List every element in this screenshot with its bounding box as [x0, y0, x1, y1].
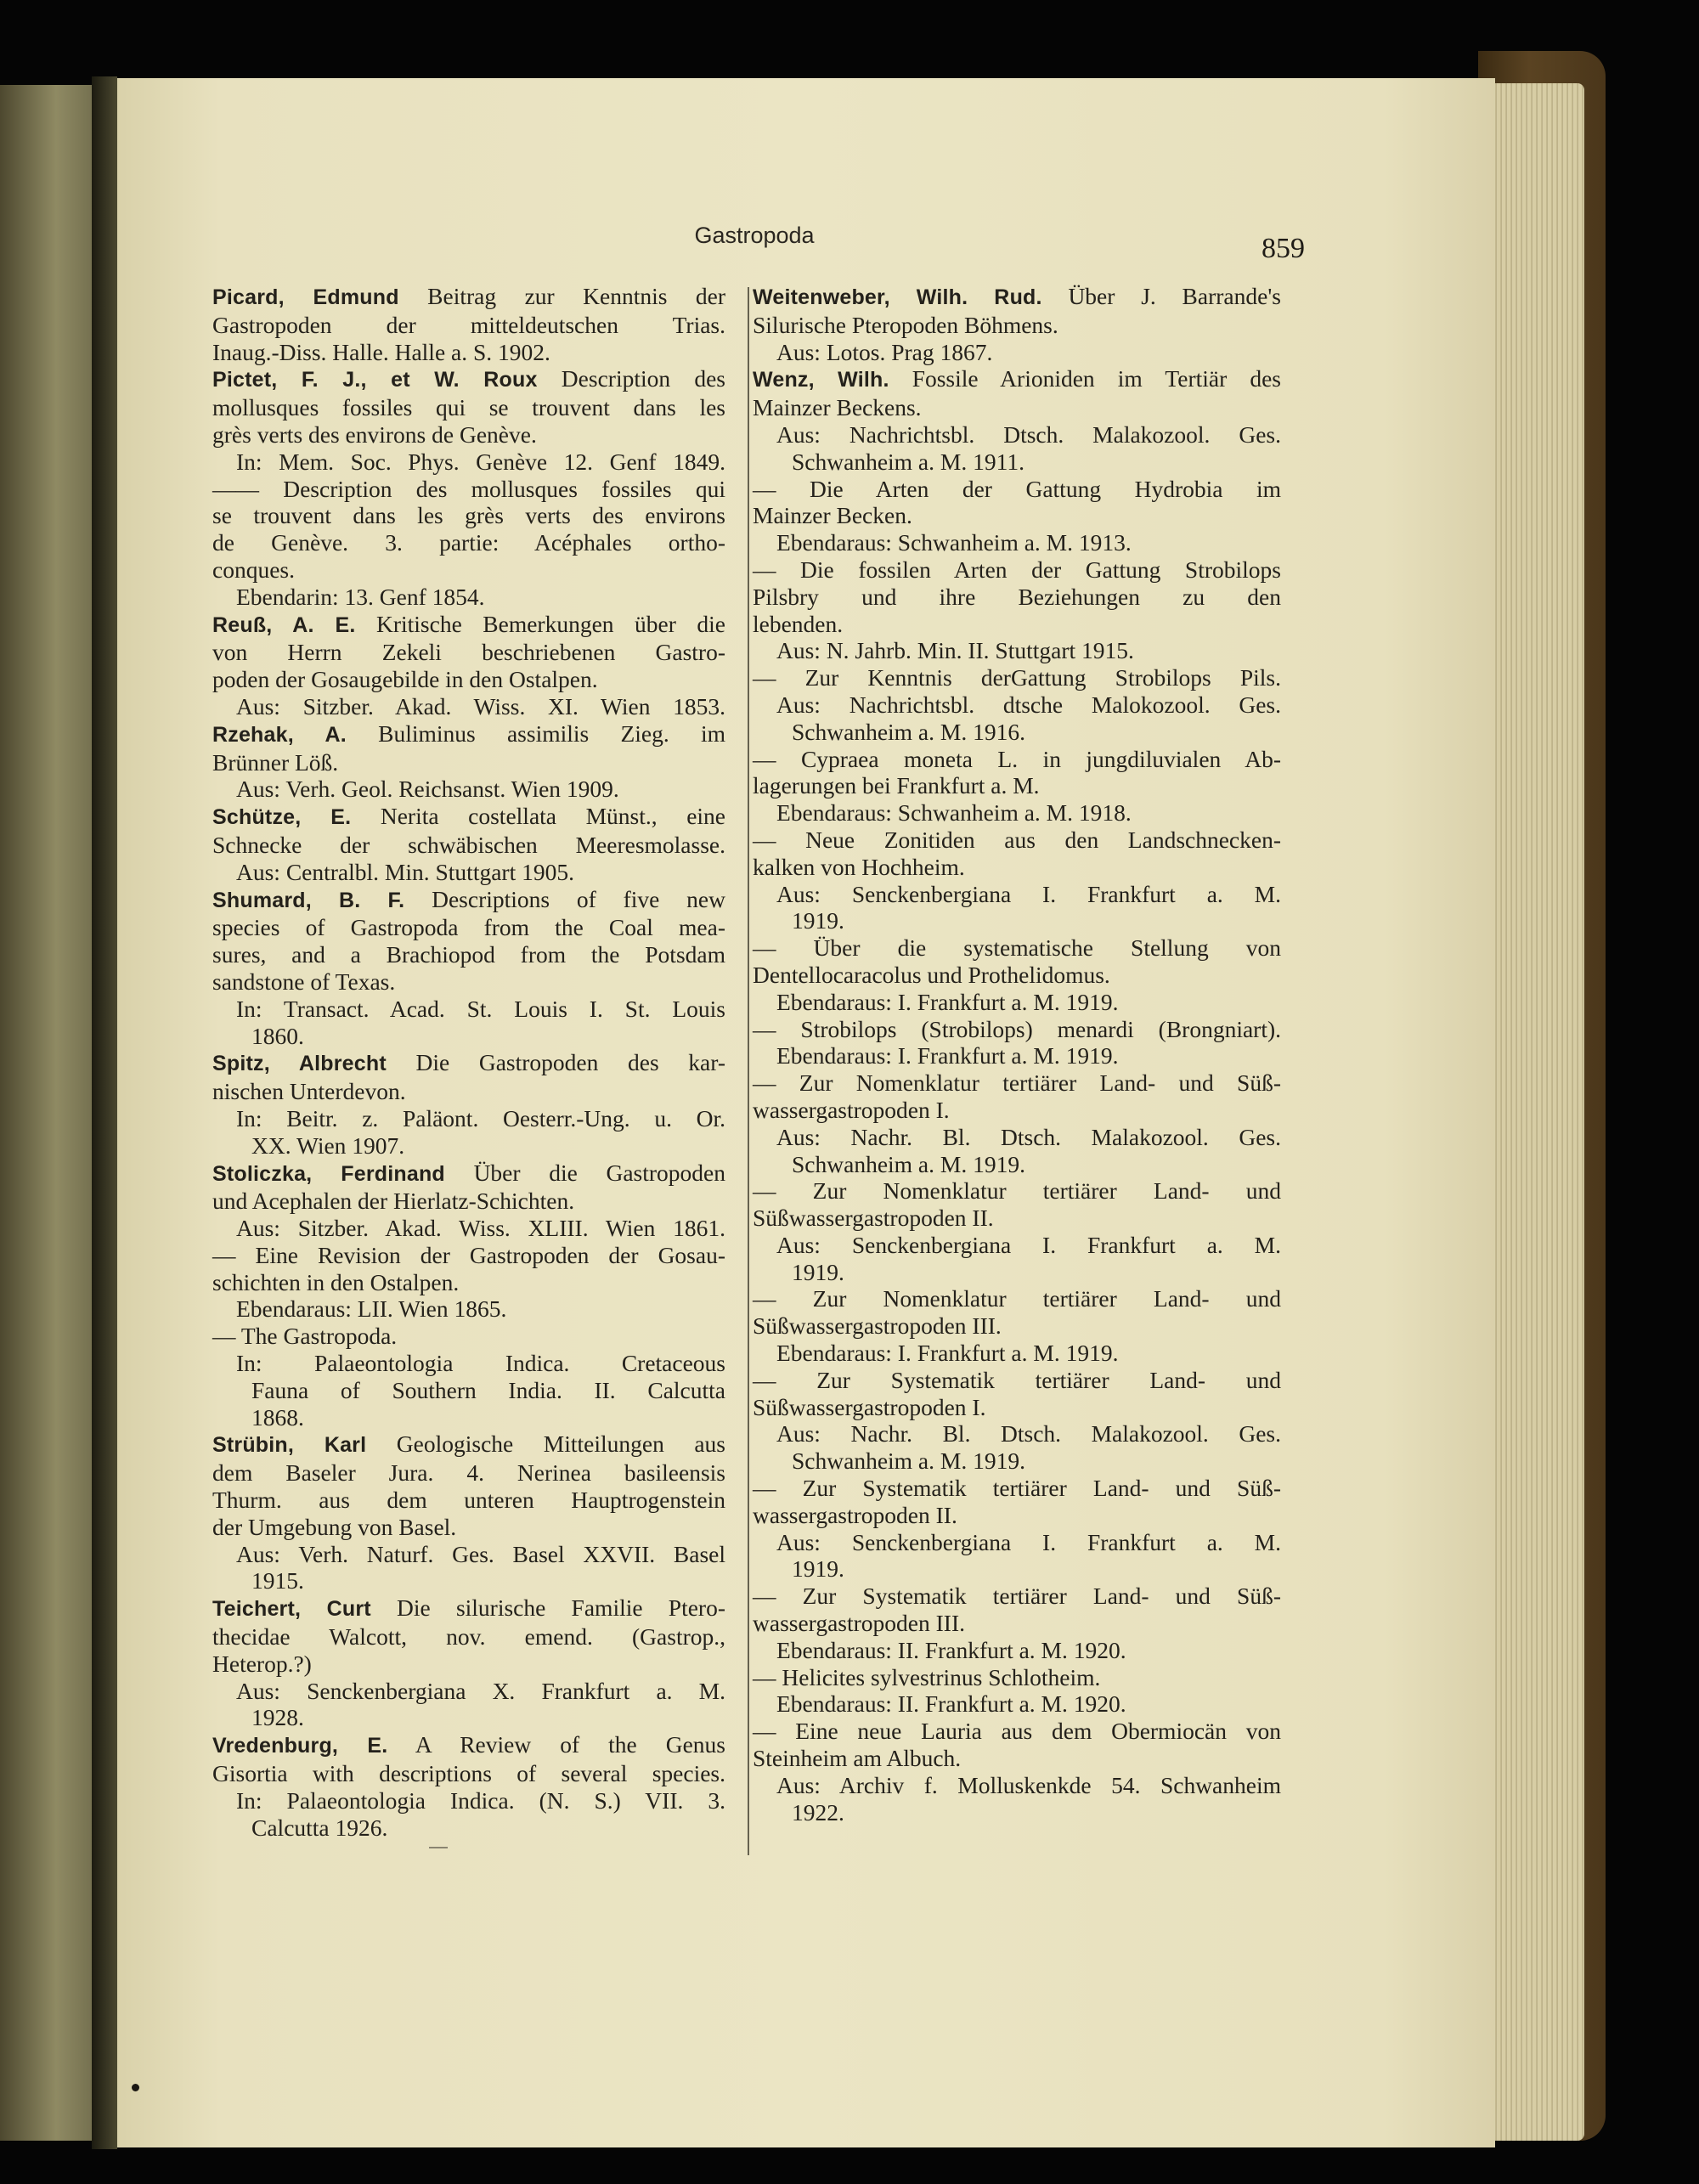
entry-line [753, 907, 1281, 934]
entry-line [212, 449, 725, 476]
entry-line [212, 1541, 725, 1568]
entry-line [753, 746, 1281, 773]
entry-text: sandstone of Texas. [212, 968, 396, 995]
entry-text: Kritische Bemerkungen über die [355, 610, 725, 637]
entry-text: 1919. [792, 1555, 844, 1583]
entry-text: Aus: Archiv f. Molluskenkde 54. Schwanheim [776, 1771, 1281, 1798]
gutter-shadow [92, 76, 117, 2149]
entry-text: — Über die systematische Stellung von [753, 934, 1281, 962]
entry-line [212, 421, 725, 449]
entry-text: wassergastropoden II. [753, 1501, 957, 1528]
entry-text: nischen Unterdevon. [212, 1078, 406, 1105]
author-name: Stoliczka, Ferdinand [212, 1161, 445, 1186]
entry-line [212, 1760, 725, 1787]
entry-line [753, 1610, 1281, 1637]
entry-text: conques. [212, 556, 295, 583]
entry-text: Süßwassergastropoden I. [753, 1393, 986, 1420]
entry-line [753, 1151, 1281, 1178]
entry-text: Descriptions of five new [404, 885, 725, 912]
entry-line [753, 1448, 1281, 1475]
entry-line [753, 1367, 1281, 1394]
bibliography-entry [212, 611, 725, 720]
entry-line [753, 1502, 1281, 1529]
entry-text: lebenden. [753, 610, 844, 637]
entry-line [753, 1555, 1281, 1583]
entry-text: Aus: Lotos. Prag 1867. [776, 338, 993, 365]
entry-line [212, 339, 725, 366]
bibliography-entry [212, 1731, 725, 1841]
entry-text: — Zur Nomenklatur tertiärer Land- und [753, 1285, 1281, 1312]
entry-line [212, 1350, 725, 1377]
entry-text: Schwanheim a. M. 1911. [792, 448, 1024, 475]
bibliography-entry [212, 283, 725, 365]
entry-text: Ebendaraus: II. Frankfurt a. M. 1920. [776, 1636, 1126, 1663]
bibliography-entry [212, 886, 725, 1050]
entry-text: wassergastropoden I. [753, 1096, 950, 1123]
running-head: Gastropoda [694, 223, 815, 248]
entry-text: Mainzer Becken. [753, 502, 912, 529]
entry-line [753, 934, 1281, 962]
entry-line [212, 1487, 725, 1514]
entry-text: Beitrag zur Kenntnis der [398, 283, 726, 309]
entry-line [753, 1312, 1281, 1340]
entry-text: — The Gastropoda. [212, 1323, 398, 1350]
entry-line [212, 996, 725, 1023]
entry-line [212, 1049, 725, 1078]
entry-line [753, 827, 1281, 854]
entry-text: Dentellocaracolus und Prothelidomus. [753, 961, 1110, 988]
bibliography-entry [212, 365, 725, 610]
entry-text: Schwanheim a. M. 1919. [792, 1448, 1025, 1475]
entry-line [212, 1269, 725, 1296]
entry-text: Aus: Nachrichtsbl. dtsche Malokozool. Ges. [776, 691, 1281, 718]
entry-line [753, 1177, 1281, 1205]
entry-line [212, 1594, 725, 1623]
bibliography-entry [212, 720, 725, 803]
entry-line [212, 365, 725, 394]
left-column [212, 283, 725, 1841]
entry-line [212, 1787, 725, 1814]
entry-line [212, 1105, 725, 1132]
entry-text: Aus: Centralbl. Min. Stuttgart 1905. [236, 858, 574, 885]
entry-line [753, 584, 1281, 611]
entry-text: Ebendaraus: Schwanheim a. M. 1913. [776, 529, 1132, 556]
entry-text: der Umgebung von Basel. [212, 1513, 457, 1540]
bibliography-entry [212, 803, 725, 885]
entry-line [212, 1295, 725, 1323]
entry-text: Aus: Sitzber. Akad. Wiss. XI. Wien 1853. [236, 692, 725, 720]
entry-text: In: Palaeontologia Indica. Cretaceous [236, 1350, 725, 1377]
entry-line [753, 1097, 1281, 1124]
entry-text: In: Mem. Soc. Phys. Genève 12. Genf 1849. [236, 448, 725, 475]
entry-text: — Zur Systematik tertiärer Land- und Süß- [753, 1475, 1281, 1502]
entry-text: thecidae Walcott, nov. emend. (Gastrop., [212, 1623, 725, 1651]
entry-line [212, 1651, 725, 1678]
entry-text: — Neue Zonitiden aus den Landschnecken- [753, 826, 1281, 853]
author-name: Spitz, Albrecht [212, 1052, 387, 1076]
entry-text: — Eine neue Lauria aus dem Obermiocän von [753, 1718, 1281, 1745]
entry-line [753, 1285, 1281, 1312]
entry-text: Über J. Barrande's [1041, 283, 1281, 309]
entry-line [753, 283, 1281, 312]
entry-text: Ebendaraus: Schwanheim a. M. 1918. [776, 799, 1132, 827]
entry-text: mollusques fossiles qui se trouvent dans les [212, 394, 725, 421]
entry-line [753, 1799, 1281, 1826]
entry-line [753, 1232, 1281, 1259]
entry-text: In: Palaeontologia Indica. (N. S.) VII. 3. [236, 1786, 725, 1814]
entry-text: — Helicites sylvestrinus Schlotheim. [753, 1663, 1101, 1690]
entry-text: Aus: Verh. Naturf. Ges. Basel XXVII. Basel [236, 1540, 725, 1567]
entry-line [753, 1583, 1281, 1610]
entry-text: 1922. [792, 1798, 844, 1826]
entry-text: grès verts des environs de Genève. [212, 420, 537, 448]
entry-line [753, 529, 1281, 556]
entry-text: Heterop.?) [212, 1650, 312, 1677]
author-name: Wenz, Wilh. [753, 368, 889, 392]
entry-text: Pilsbry und ihre Beziehungen zu den [753, 583, 1281, 610]
entry-line [753, 799, 1281, 827]
entry-text: species of Gastropoda from the Coal mea- [212, 914, 725, 941]
entry-text: 1860. [251, 1022, 304, 1049]
entry-text: In: Beitr. z. Paläont. Oesterr.-Ung. u. Or. [236, 1104, 725, 1132]
entry-text: 1868. [251, 1403, 304, 1431]
entry-line [753, 962, 1281, 989]
entry-line [753, 339, 1281, 366]
entry-text: Inaug.-Diss. Halle. Halle a. S. 1902. [212, 338, 550, 365]
entry-line [212, 1704, 725, 1731]
entry-line [212, 1132, 725, 1160]
entry-text: Calcutta 1926. [251, 1814, 388, 1841]
entry-text: Brünner Löß. [212, 748, 339, 776]
entry-text: Aus: N. Jahrb. Min. II. Stuttgart 1915. [776, 637, 1134, 664]
entry-line [212, 666, 725, 693]
entry-text: 1919. [792, 907, 844, 934]
entry-line [753, 637, 1281, 664]
entry-line [212, 639, 725, 666]
entry-text: Die Gastropoden des kar- [386, 1049, 726, 1076]
entry-text: Description des [537, 365, 725, 392]
entry-text: XX. Wien 1907. [251, 1132, 405, 1159]
author-name: Reuß, A. E. [212, 612, 356, 637]
entry-text: Die silurische Familie Ptero- [370, 1594, 725, 1622]
entry-line [753, 989, 1281, 1016]
entry-line [753, 854, 1281, 881]
entry-text: — Die fossilen Arten der Gattung Strobilops [753, 556, 1281, 583]
entry-text: Mainzer Beckens. [753, 394, 922, 421]
author-name: Picard, Edmund [212, 285, 399, 309]
entry-text: Aus: Senckenbergiana I. Frankfurt a. M. [776, 1528, 1281, 1555]
entry-text: Thurm. aus dem unteren Hauptrogenstein [212, 1487, 725, 1514]
entry-line [212, 1623, 725, 1651]
entry-text: Ebendaraus: I. Frankfurt a. M. 1919. [776, 1340, 1119, 1367]
entry-line [753, 1772, 1281, 1799]
author-name: Shumard, B. F. [212, 888, 405, 912]
entry-line [753, 719, 1281, 746]
entry-text: —— Description des mollusques fossiles qui [212, 475, 725, 502]
entry-line [753, 881, 1281, 908]
entry-text: und Acephalen der Hierlatz-Schichten. [212, 1188, 575, 1215]
entry-line [753, 611, 1281, 638]
entry-text: — Strobilops (Strobilops) menardi (Brongniart). [753, 1015, 1281, 1042]
bibliography-entry [212, 1160, 725, 1431]
entry-line [753, 1394, 1281, 1421]
bibliography-entry [753, 365, 1281, 1826]
entry-line [753, 1205, 1281, 1232]
entry-line [753, 365, 1281, 394]
entry-text: wassergastropoden III. [753, 1610, 965, 1637]
entry-line [753, 502, 1281, 529]
entry-line [753, 1718, 1281, 1745]
entry-line [212, 1323, 725, 1350]
entry-text: Schnecke der schwäbischen Meeresmolasse. [212, 831, 725, 858]
entry-line [212, 1404, 725, 1431]
entry-text: — Zur Systematik tertiärer Land- und [753, 1366, 1281, 1393]
author-name: Rzehak, A. [212, 722, 347, 747]
entry-line [753, 1340, 1281, 1367]
column-divider [748, 287, 749, 1855]
entry-text: Über die Gastropoden [444, 1159, 726, 1186]
entry-line [212, 1514, 725, 1541]
entry-line [212, 1023, 725, 1050]
entry-text: Silurische Pteropoden Böhmens. [753, 311, 1058, 338]
entry-line [212, 859, 725, 886]
entry-line [753, 1529, 1281, 1556]
entry-line [753, 691, 1281, 719]
bibliography-entry [212, 1431, 725, 1594]
entry-text: A Review of the Genus [387, 1731, 725, 1758]
entry-line [212, 1678, 725, 1705]
entry-text: 1928. [251, 1704, 304, 1731]
entry-text: Ebendaraus: I. Frankfurt a. M. 1919. [776, 988, 1119, 1015]
entry-line [753, 1475, 1281, 1502]
entry-line [212, 941, 725, 968]
entry-text: Steinheim am Albuch. [753, 1745, 962, 1772]
entry-line [753, 1124, 1281, 1151]
entry-line [212, 394, 725, 421]
entry-line [753, 556, 1281, 584]
right-column [753, 283, 1281, 1826]
bibliography-entry [212, 1594, 725, 1731]
author-name: Schütze, E. [212, 805, 352, 830]
entry-line [753, 1259, 1281, 1286]
author-name: Teichert, Curt [212, 1597, 371, 1622]
entry-text: Fossile Arioniden im Tertiär des [889, 365, 1281, 392]
entry-text: 1919. [792, 1258, 844, 1285]
entry-line [212, 283, 725, 312]
entry-text: poden der Gosaugebilde in den Ostalpen. [212, 666, 598, 693]
entry-text: — Die Arten der Gattung Hydrobia im [753, 475, 1281, 502]
entry-line [212, 693, 725, 720]
page-edges [1482, 83, 1584, 2141]
entry-text: 1915. [251, 1567, 304, 1594]
entry-text: — Cypraea moneta L. in jungdiluvialen Ab- [753, 745, 1281, 772]
entry-text: Ebendaraus: I. Frankfurt a. M. 1919. [776, 1042, 1119, 1069]
ink-dot [132, 2084, 139, 2091]
entry-line [212, 1377, 725, 1404]
entry-line [212, 1242, 725, 1269]
entry-text: Aus: Senckenbergiana X. Frankfurt a. M. [236, 1677, 725, 1704]
entry-text: se trouvent dans les grès verts des environs [212, 502, 725, 529]
entry-text: sures, and a Brachiopod from the Potsdam [212, 941, 725, 968]
entry-line [753, 1664, 1281, 1691]
entry-line [212, 720, 725, 749]
entry-text: Schwanheim a. M. 1916. [792, 718, 1025, 745]
entry-text: de Genève. 3. partie: Acéphales ortho- [212, 529, 725, 556]
entry-line [753, 664, 1281, 691]
entry-line [212, 1731, 725, 1760]
entry-line [212, 529, 725, 556]
entry-text: Gastropoden der mitteldeutschen Trias. [212, 311, 725, 338]
entry-text: Süßwassergastropoden II. [753, 1205, 994, 1232]
entry-text: schichten in den Ostalpen. [212, 1268, 460, 1295]
entry-line [212, 611, 725, 640]
entry-text: Aus: Nachr. Bl. Dtsch. Malakozool. Ges. [776, 1123, 1281, 1150]
entry-text: Gisortia with descriptions of several species. [212, 1760, 725, 1787]
entry-text: kalken von Hochheim. [753, 853, 965, 880]
entry-line [212, 1814, 725, 1842]
entry-text: Aus: Senckenbergiana I. Frankfurt a. M. [776, 1231, 1281, 1258]
author-name: Weitenweber, Wilh. Rud. [753, 285, 1042, 309]
entry-line [212, 1215, 725, 1242]
bibliography-entry [212, 1049, 725, 1159]
entry-line [212, 1567, 725, 1594]
entry-line [212, 312, 725, 339]
entry-line [753, 1016, 1281, 1043]
entry-line [753, 312, 1281, 339]
entry-line [212, 968, 725, 996]
pencil-mark [429, 1847, 448, 1848]
entry-line [212, 1078, 725, 1105]
entry-line [212, 556, 725, 584]
entry-text: In: Transact. Acad. St. Louis I. St. Louis [236, 995, 725, 1022]
entry-text: — Zur Nomenklatur tertiärer Land- und Süß- [753, 1069, 1281, 1097]
entry-line [753, 1637, 1281, 1664]
entry-line [212, 476, 725, 503]
page-number: 859 [1262, 233, 1305, 264]
entry-text: Buliminus assimilis Zieg. im [346, 720, 725, 747]
entry-line [212, 1431, 725, 1459]
entry-line [212, 502, 725, 529]
entry-line [753, 449, 1281, 476]
entry-text: Fauna of Southern India. II. Calcutta [251, 1376, 725, 1403]
entry-text: Nerita costellata Münst., eine [351, 803, 725, 830]
entry-text: Aus: Sitzber. Akad. Wiss. XLIII. Wien 1861. [236, 1215, 725, 1242]
entry-line [753, 476, 1281, 503]
entry-text: Aus: Senckenbergiana I. Frankfurt a. M. [776, 880, 1281, 907]
entry-line [212, 1459, 725, 1487]
entry-text: — Zur Nomenklatur tertiärer Land- und [753, 1177, 1281, 1205]
entry-line [212, 832, 725, 859]
entry-line [753, 1420, 1281, 1448]
entry-text: — Eine Revision der Gastropoden der Gosau- [212, 1241, 725, 1268]
entry-line [212, 1188, 725, 1215]
entry-text: Ebendarin: 13. Genf 1854. [236, 583, 485, 610]
entry-text: Ebendaraus: LII. Wien 1865. [236, 1295, 507, 1323]
facing-page-edge [0, 85, 102, 2141]
entry-text: lagerungen bei Frankfurt a. M. [753, 772, 1040, 799]
entry-text: — Zur Systematik tertiärer Land- und Süß- [753, 1583, 1281, 1610]
entry-line [212, 776, 725, 803]
entry-line [212, 584, 725, 611]
entry-text: Schwanheim a. M. 1919. [792, 1150, 1025, 1177]
entry-text: Süßwassergastropoden III. [753, 1312, 1002, 1340]
entry-line [212, 749, 725, 776]
entry-line [753, 1069, 1281, 1097]
entry-text: von Herrn Zekeli beschriebenen Gastro- [212, 639, 725, 666]
author-name: Vredenburg, E. [212, 1734, 388, 1758]
entry-text: Aus: Verh. Geol. Reichsanst. Wien 1909. [236, 776, 619, 803]
entry-line [753, 772, 1281, 799]
entry-line [753, 421, 1281, 449]
entry-text: Geologische Mitteilungen aus [366, 1431, 725, 1458]
entry-text: Aus: Nachrichtsbl. Dtsch. Malakozool. Ges. [776, 420, 1281, 448]
entry-line [212, 803, 725, 832]
entry-line [212, 1160, 725, 1188]
author-name: Pictet, F. J., et W. Roux [212, 368, 538, 392]
entry-line [212, 886, 725, 915]
entry-text: dem Baseler Jura. 4. Nerinea basileensis [212, 1459, 725, 1487]
author-name: Strübin, Karl [212, 1433, 367, 1458]
entry-text: Ebendaraus: II. Frankfurt a. M. 1920. [776, 1690, 1126, 1718]
bibliography-entry [753, 283, 1281, 365]
entry-line [212, 914, 725, 941]
entry-line [753, 1042, 1281, 1069]
entry-text: Aus: Nachr. Bl. Dtsch. Malakozool. Ges. [776, 1420, 1281, 1448]
entry-line [753, 394, 1281, 421]
entry-line [753, 1690, 1281, 1718]
entry-text: — Zur Kenntnis derGattung Strobilops Pils. [753, 664, 1281, 691]
entry-line [753, 1745, 1281, 1772]
